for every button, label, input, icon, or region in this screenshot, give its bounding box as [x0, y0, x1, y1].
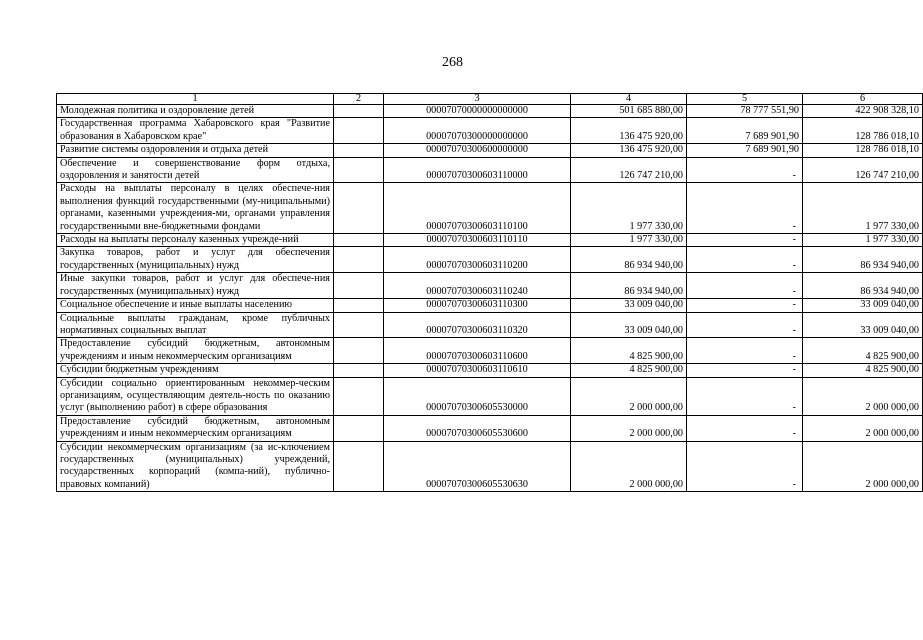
row-col2 — [334, 234, 384, 247]
row-col2 — [334, 144, 384, 157]
row-code: 00007070300603110600 — [384, 338, 571, 364]
table-row — [57, 105, 923, 118]
row-code: 00007070300605530000 — [384, 377, 571, 415]
row-value-5: 7 689 901,90 — [687, 118, 803, 144]
row-code: 00007070300603110110 — [384, 234, 571, 247]
header-cell-6: 6 — [803, 94, 923, 105]
row-name: Субсидии бюджетным учреждениям — [57, 364, 334, 377]
row-code: 00007070300605530600 — [384, 415, 571, 441]
row-value-4: 33 009 040,00 — [571, 299, 687, 312]
row-value-4: 126 747 210,00 — [571, 157, 687, 183]
table-row — [57, 183, 923, 234]
row-name: Молодежная политика и оздоровление детей — [57, 105, 334, 118]
row-col2 — [334, 118, 384, 144]
row-value-4: 2 000 000,00 — [571, 415, 687, 441]
header-cell-4: 4 — [571, 94, 687, 105]
row-value-5: - — [687, 364, 803, 377]
row-name: Социальные выплаты гражданам, кроме публичных нормативных социальных выплат — [57, 312, 334, 338]
row-code: 00007070300603110200 — [384, 247, 571, 273]
row-name: Расходы на выплаты персоналу в целях обеспече-ния выполнения функций государственными (му-ниципальными) органами, казенными учреждения-ми, органами управления государственными вне-бюджетными фондами — [57, 183, 334, 234]
row-value-4: 4 825 900,00 — [571, 364, 687, 377]
row-value-4: 136 475 920,00 — [571, 144, 687, 157]
row-value-5: - — [687, 441, 803, 492]
row-col2 — [334, 377, 384, 415]
row-value-6: 422 908 328,10 — [803, 105, 923, 118]
row-value-4: 1 977 330,00 — [571, 234, 687, 247]
row-value-4: 4 825 900,00 — [571, 338, 687, 364]
row-value-6: 1 977 330,00 — [803, 234, 923, 247]
table-row — [57, 312, 923, 338]
row-value-6: 2 000 000,00 — [803, 415, 923, 441]
row-name: Субсидии некоммерческим организациям (за ис-ключением государственных (муниципальных) учреждений, государственных корпораций (компа-ний), публично-правовых компаний) — [57, 441, 334, 492]
row-value-5: 7 689 901,90 — [687, 144, 803, 157]
header-row — [57, 94, 923, 105]
row-value-5: 78 777 551,90 — [687, 105, 803, 118]
row-value-5: - — [687, 415, 803, 441]
row-value-4: 2 000 000,00 — [571, 441, 687, 492]
row-value-4: 2 000 000,00 — [571, 377, 687, 415]
row-value-6: 1 977 330,00 — [803, 183, 923, 234]
row-col2 — [334, 441, 384, 492]
table-row — [57, 364, 923, 377]
budget-table — [56, 93, 923, 492]
row-name: Предоставление субсидий бюджетным, автономным учреждениям и иным некоммерческим организациям — [57, 415, 334, 441]
row-name: Социальное обеспечение и иные выплаты населению — [57, 299, 334, 312]
table-row — [57, 234, 923, 247]
table-row — [57, 338, 923, 364]
table-row — [57, 118, 923, 144]
page-number: 268 — [442, 55, 463, 70]
row-value-4: 501 685 880,00 — [571, 105, 687, 118]
row-value-6: 86 934 940,00 — [803, 273, 923, 299]
row-code: 00007070300603110320 — [384, 312, 571, 338]
row-value-5: - — [687, 338, 803, 364]
table-row — [57, 299, 923, 312]
table-row — [57, 247, 923, 273]
row-col2 — [334, 312, 384, 338]
row-code: 00007070300600000000 — [384, 144, 571, 157]
row-value-4: 86 934 940,00 — [571, 273, 687, 299]
row-code: 00007070300603110240 — [384, 273, 571, 299]
table-row — [57, 273, 923, 299]
row-value-6: 86 934 940,00 — [803, 247, 923, 273]
row-value-4: 33 009 040,00 — [571, 312, 687, 338]
row-col2 — [334, 105, 384, 118]
row-code: 00007070300603110300 — [384, 299, 571, 312]
row-value-5: - — [687, 247, 803, 273]
table-row — [57, 415, 923, 441]
row-value-5: - — [687, 312, 803, 338]
row-value-6: 126 747 210,00 — [803, 157, 923, 183]
row-name: Субсидии социально ориентированным некоммер-ческим организациям, осуществляющим деятель-ность по оказанию услуг (выполнению работ) в сфере образования — [57, 377, 334, 415]
row-value-6: 4 825 900,00 — [803, 364, 923, 377]
row-name: Закупка товаров, работ и услуг для обеспечения государственных (муниципальных) нужд — [57, 247, 334, 273]
row-col2 — [334, 273, 384, 299]
header-cell-5: 5 — [687, 94, 803, 105]
row-code: 00007070300603110100 — [384, 183, 571, 234]
row-value-6: 33 009 040,00 — [803, 312, 923, 338]
row-col2 — [334, 183, 384, 234]
row-col2 — [334, 364, 384, 377]
row-name: Расходы на выплаты персоналу казенных учрежде-ний — [57, 234, 334, 247]
row-value-5: - — [687, 234, 803, 247]
row-col2 — [334, 247, 384, 273]
row-value-6: 2 000 000,00 — [803, 441, 923, 492]
table-row — [57, 441, 923, 492]
row-value-6: 128 786 018,10 — [803, 144, 923, 157]
header-cell-2: 2 — [334, 94, 384, 105]
table-row — [57, 144, 923, 157]
row-code: 00007070300000000000 — [384, 118, 571, 144]
table-row — [57, 377, 923, 415]
row-col2 — [334, 157, 384, 183]
row-name: Иные закупки товаров, работ и услуг для обеспече-ния государственных (муниципальных) нужд — [57, 273, 334, 299]
row-col2 — [334, 299, 384, 312]
row-value-5: - — [687, 273, 803, 299]
row-value-4: 136 475 920,00 — [571, 118, 687, 144]
row-value-5: - — [687, 183, 803, 234]
table-row — [57, 157, 923, 183]
row-code: 00007070300603110610 — [384, 364, 571, 377]
row-value-6: 4 825 900,00 — [803, 338, 923, 364]
row-col2 — [334, 338, 384, 364]
row-value-6: 2 000 000,00 — [803, 377, 923, 415]
row-code: 00007070300603110000 — [384, 157, 571, 183]
row-value-6: 128 786 018,10 — [803, 118, 923, 144]
row-value-5: - — [687, 299, 803, 312]
row-value-4: 86 934 940,00 — [571, 247, 687, 273]
row-name: Развитие системы оздоровления и отдыха детей — [57, 144, 334, 157]
row-value-4: 1 977 330,00 — [571, 183, 687, 234]
row-col2 — [334, 415, 384, 441]
row-code: 00007070000000000000 — [384, 105, 571, 118]
row-name: Обеспечение и совершенствование форм отдыха, оздоровления и занятости детей — [57, 157, 334, 183]
row-value-5: - — [687, 377, 803, 415]
row-code: 00007070300605530630 — [384, 441, 571, 492]
header-cell-1: 1 — [57, 94, 334, 105]
row-value-6: 33 009 040,00 — [803, 299, 923, 312]
row-name: Предоставление субсидий бюджетным, автономным учреждениям и иным некоммерческим организациям — [57, 338, 334, 364]
row-name: Государственная программа Хабаровского края "Развитие образования в Хабаровском крае" — [57, 118, 334, 144]
row-value-5: - — [687, 157, 803, 183]
header-cell-3: 3 — [384, 94, 571, 105]
